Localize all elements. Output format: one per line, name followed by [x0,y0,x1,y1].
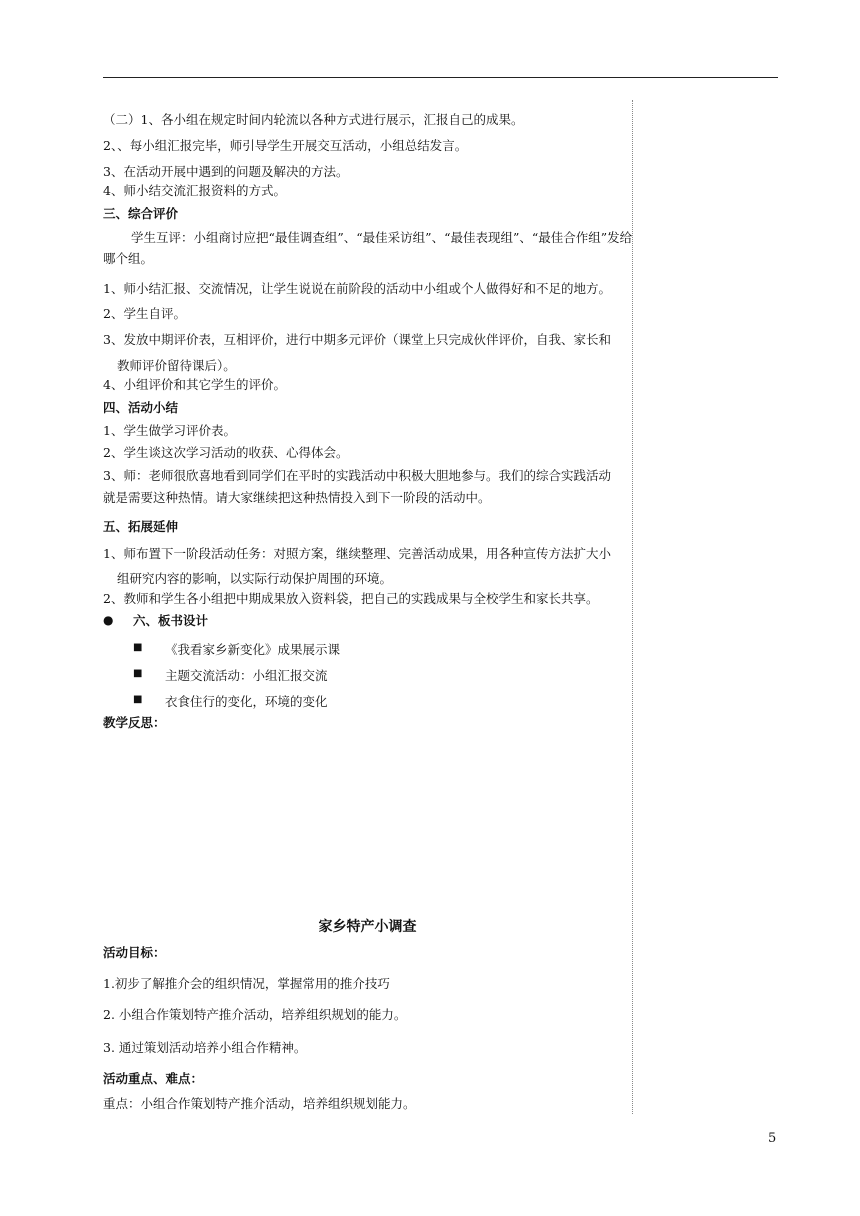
text-line: 4、师小结交流汇报资料的方式。 [103,183,286,198]
page-number: 5 [768,1131,777,1146]
text-line: 2、教师和学生各小组把中期成果放入资料袋，把自己的实践成果与全校学生和家长共享。 [103,591,599,606]
text-line: 1、学生做学习评价表。 [103,423,236,438]
text-line: （二）1、各小组在规定时间内轮流以各种方式进行展示，汇报自己的成果。 [103,112,524,127]
text-line: 就是需要这种热情。请大家继续把这种热情投入到下一阶段的活动中。 [103,490,491,505]
text-line: 2、学生谈这次学习活动的收获、心得体会。 [103,445,349,460]
key-heading: 活动重点、难点： [103,1071,204,1086]
section-heading: 四、活动小结 [103,400,179,415]
header-rule [103,77,778,78]
text-line: 4、小组评价和其它学生的评价。 [103,377,286,392]
section-title: 家乡特产小调查 [318,919,417,935]
text-line: 哪个组。 [103,251,154,266]
text-line: 3、师：老师很欣喜地看到同学们在平时的实践活动中积极大胆地参与。我们的综合实践活动 [103,468,611,483]
board-item: 《我看家乡新变化》成果展示课 [165,642,341,657]
square-bullet-icon: ■ [133,668,143,679]
text-line: 3、在活动开展中遇到的问题及解决的方法。 [103,164,349,179]
board-item: 主题交流活动：小组汇报交流 [165,668,328,683]
square-bullet-icon: ■ [133,694,143,705]
text-line: 教师评价留待课后）。 [117,358,236,373]
text-line: 1、师小结汇报、交流情况，让学生说说在前阶段的活动中小组或个人做得好和不足的地方。 [103,281,611,296]
square-bullet-icon: ■ [133,642,143,653]
board-item: 衣食住行的变化，环境的变化 [165,694,328,709]
text-line: 学生互评：小组商讨应把“最佳调查组”、“最佳采访组”、“最佳表现组”、“最佳合作组”发给 [131,230,633,245]
goals-heading: 活动目标： [103,945,166,960]
key-item: 重点：小组合作策划特产推介活动，培养组织规划能力。 [103,1096,416,1111]
section-heading: 三、综合评价 [103,206,179,221]
text-line: 3、发放中期评价表，互相评价，进行中期多元评价（课堂上只完成伙伴评价，自我、家长和 [103,332,611,347]
margin-rule [632,100,633,1114]
goal-item: 3. 通过策划活动培养小组合作精神。 [103,1040,307,1055]
section-heading: 五、拓展延伸 [103,519,179,534]
text-line: 2、、每小组汇报完毕，师引导学生开展交互活动，小组总结发言。 [103,138,468,153]
goal-item: 2. 小组合作策划特产推介活动，培养组织规划的能力。 [103,1007,407,1022]
text-line: 组研究内容的影响，以实际行动保护周围的环境。 [117,571,393,586]
text-line: 2、学生自评。 [103,306,186,321]
section-heading: 六、板书设计 [133,613,209,628]
text-line: 1、师布置下一阶段活动任务：对照方案，继续整理、完善活动成果，用各种宣传方法扩大小 [103,546,611,561]
reflection-label: 教学反思： [103,715,166,730]
round-bullet-icon: ● [103,613,114,627]
goal-item: 1.初步了解推介会的组织情况，掌握常用的推介技巧 [103,976,390,991]
